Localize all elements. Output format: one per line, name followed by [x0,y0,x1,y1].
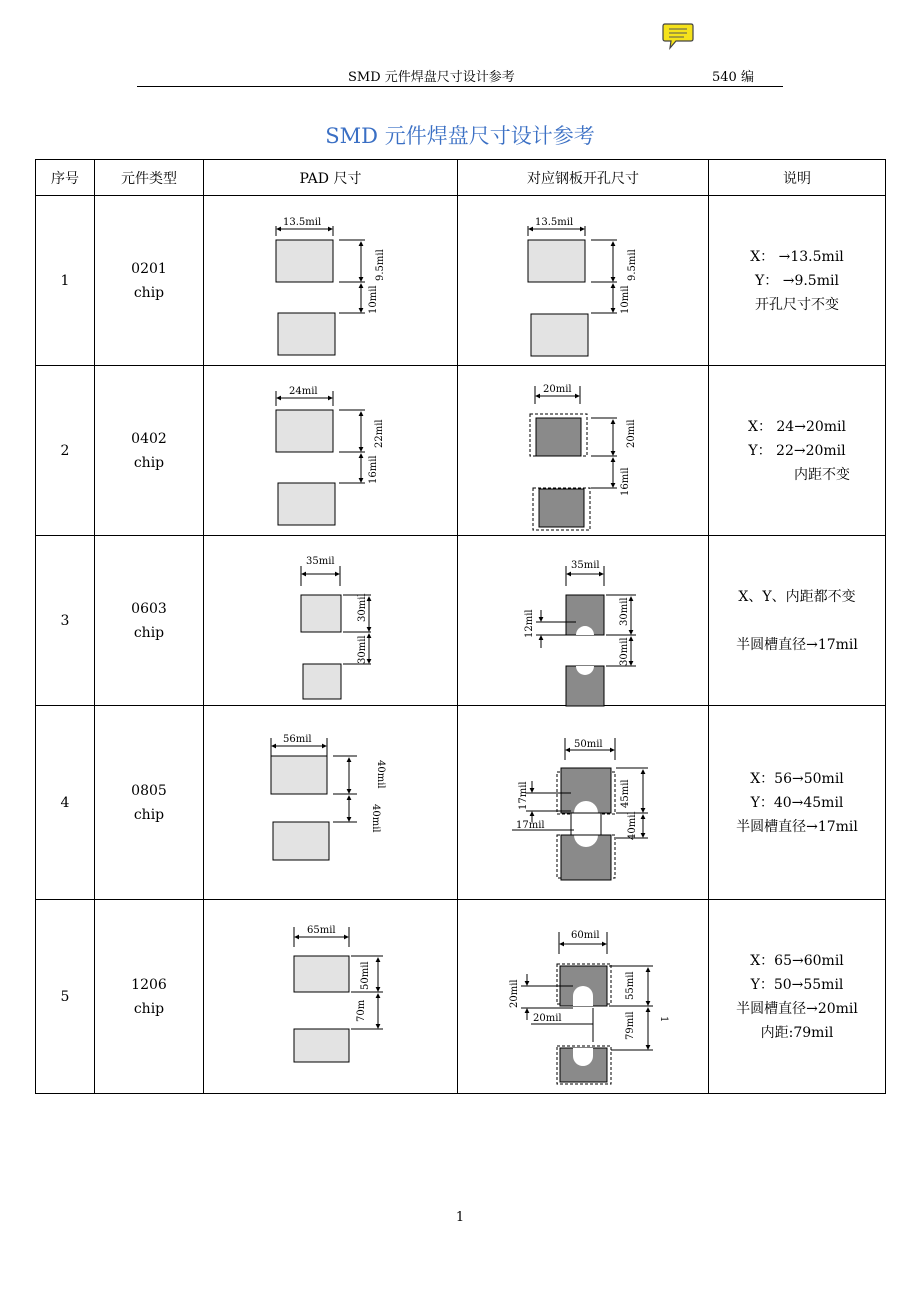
smd-pad-table [35,159,886,1094]
desc-line: 开孔尺寸不变 [755,296,839,313]
stencil-height-label: 30mil [619,596,630,626]
stencil-width-label: 35mil [571,559,600,571]
stencil-diagram [458,196,709,366]
stencil-height-label: 20mil [626,418,637,448]
desc-line: X： →13.5mil [750,248,844,265]
pad-diagram [204,900,458,1094]
row-index: 2 [36,366,95,536]
stencil-gap-label: 40mil [627,810,638,840]
stencil-slot-label: 17mil [518,780,529,810]
type-chip: chip [133,624,165,641]
type-chip: chip [133,1000,165,1017]
type-code: 0201 [131,260,167,277]
pad-height-label: 50mil [359,960,371,990]
column-header-pad: PAD 尺寸 [204,160,458,196]
table-row [36,900,886,1094]
stencil-diagram [458,536,709,706]
pad-drawing-0201 [261,206,401,356]
desc-line: Y：50→55mil [750,976,844,993]
stencil-slot-label: 20mil [509,978,520,1008]
desc-line: Y：40→45mil [750,794,844,811]
stencil-height-label: 45mil [620,778,631,808]
pad-gap-label: 70m [355,999,367,1022]
stencil-diagram [458,366,709,536]
desc-line: Y： →9.5mil [755,272,839,289]
desc-line: X：65→60mil [750,952,844,969]
stencil-gap-label: 79mil [625,1010,636,1040]
description [709,536,886,706]
pad-diagram [204,196,458,366]
stencil-gap-label: 16mil [620,466,631,496]
pad-gap-label: 16mil [367,454,379,484]
column-header-stencil: 对应钢板开孔尺寸 [458,160,709,196]
pad-gap-label: 30mil [356,634,368,664]
table-header-row [36,160,886,196]
stencil-height-label: 9.5mil [627,248,638,281]
description [709,900,886,1094]
desc-line: Y： 22→20mil [748,442,846,459]
pad-height-label: 30mil [356,592,368,622]
type-chip: chip [133,806,165,823]
stencil-slot2-label: 20mil [533,1012,562,1024]
stencil-diagram [458,900,709,1094]
desc-line: 半圆槽直径→20mil [736,1000,858,1017]
pad-width-label: 56mil [282,733,312,745]
column-header-type: 元件类型 [95,160,204,196]
stencil-width-label: 13.5mil [535,216,574,228]
row-index: 5 [36,900,95,1094]
desc-line: X、Y、内距都不变 [738,588,856,605]
stencil-extra-label: 1 [658,1015,669,1022]
desc-line: X： 24→20mil [747,418,846,435]
description [709,706,886,900]
type-chip: chip [133,284,165,301]
component-type [95,196,204,366]
stencil-width-label: 50mil [574,738,603,750]
stencil-slot2-label: 17mil [516,819,545,831]
stencil-diagram [458,706,709,900]
component-type [95,366,204,536]
description [709,196,886,366]
pad-width-label: 35mil [305,555,335,567]
pad-diagram [204,536,458,706]
pad-height-label: 22mil [373,418,385,448]
pad-width-label: 65mil [306,924,336,936]
description [709,366,886,536]
pad-diagram [204,706,458,900]
pad-width-label: 13.5mil [282,216,321,228]
table-row [36,536,886,706]
page-number: 1 [455,1210,465,1225]
type-chip: chip [133,454,165,471]
stencil-drawing-0805 [508,718,658,888]
desc-line: X：56→50mil [750,770,844,787]
pad-drawing-0805 [261,718,401,888]
stencil-width-label: 60mil [571,929,600,941]
table-row [36,196,886,366]
page-header [137,66,783,87]
pad-gap-label: 10mil [367,284,379,314]
pad-drawing-0402 [261,376,401,526]
type-code: 0402 [131,430,167,447]
pad-height-label: 9.5mil [374,248,386,281]
row-index: 1 [36,196,95,366]
type-code: 0603 [131,600,167,617]
header-number: 540 编 [712,70,754,85]
stencil-width-label: 20mil [543,383,572,395]
stencil-gap-label: 10mil [620,284,631,314]
component-type [95,706,204,900]
stencil-height-label: 55mil [625,970,636,1000]
stencil-drawing-0201 [513,206,653,356]
row-index: 4 [36,706,95,900]
pad-width-label: 24mil [288,385,318,397]
table-row [36,706,886,900]
pad-drawing-0603 [261,546,401,696]
pad-gap-label: 40mil [369,803,381,833]
type-code: 0805 [131,782,167,799]
comment-note-icon[interactable] [662,22,694,50]
document-title: SMD 元件焊盘尺寸设计参考 [325,124,595,148]
desc-line: 内距:79mil [760,1024,834,1041]
pad-diagram [204,366,458,536]
header-title: SMD 元件焊盘尺寸设计参考 [348,70,515,85]
component-type [95,900,204,1094]
desc-line: 半圆槽直径→17mil [736,636,858,653]
stencil-slot-label: 12mil [524,608,535,638]
desc-spacer [709,609,885,633]
table-row [36,366,886,536]
stencil-drawing-1206 [503,912,669,1082]
pad-height-label: 40mil [374,759,386,789]
component-type [95,536,204,706]
desc-line: 内距不变 [794,466,850,483]
column-header-index: 序号 [36,160,95,196]
row-index: 3 [36,536,95,706]
column-header-desc: 说明 [709,160,886,196]
stencil-drawing-0402 [513,376,653,526]
desc-line: 半圆槽直径→17mil [736,818,858,835]
stencil-drawing-0603 [508,546,658,696]
stencil-gap-label: 30mil [619,636,630,666]
pad-drawing-1206 [261,912,401,1082]
type-code: 1206 [131,976,167,993]
